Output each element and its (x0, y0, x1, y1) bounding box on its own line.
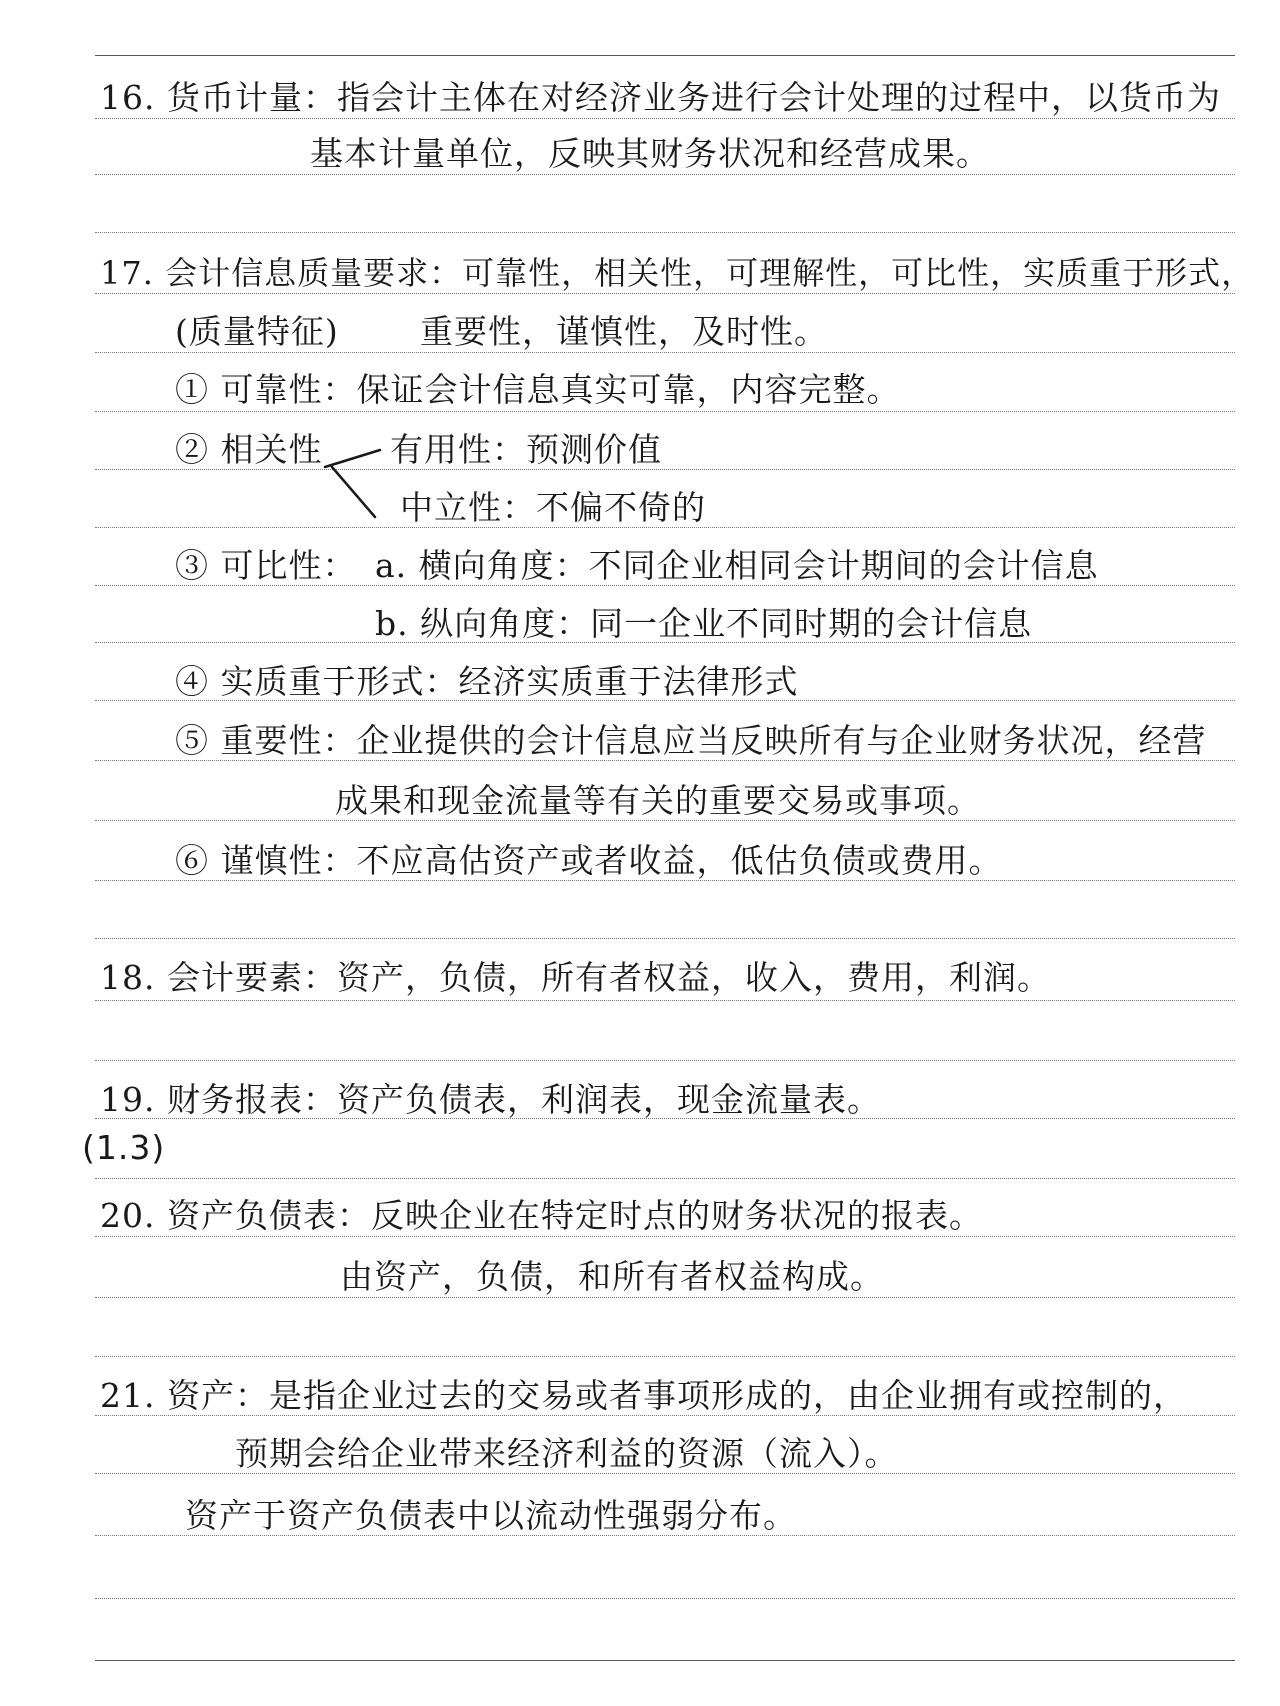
note-17-line-1: 17. 会计信息质量要求：可靠性，相关性，可理解性，可比性，实质重于形式， (100, 254, 1255, 292)
note-17-item-3b: b. 纵向角度：同一企业不同时期的会计信息 (375, 604, 1033, 643)
note-17-item-2-label: ② 相关性 (175, 430, 323, 469)
ruled-line (95, 174, 1235, 175)
note-16-line-1: 16. 货币计量：指会计主体在对经济业务进行会计处理的过程中，以货币为 (100, 78, 1221, 117)
note-17-item-4: ④ 实质重于形式：经济实质重于法律形式 (175, 662, 799, 701)
ruled-line (95, 232, 1235, 233)
note-19: 19. 财务报表：资产负债表，利润表，现金流量表。 (100, 1080, 881, 1119)
note-17-item-6: ⑥ 谨慎性：不应高估资产或者收益，低估负债或费用。 (175, 841, 1003, 880)
ruled-line (95, 293, 1235, 294)
branch-bracket-icon (320, 445, 390, 525)
note-17-quality-label: (质量特征) (175, 312, 339, 351)
ruled-line (95, 118, 1235, 119)
note-17-item-1: ① 可靠性：保证会计信息真实可靠，内容完整。 (175, 370, 901, 409)
ruled-line (95, 411, 1235, 412)
note-17-item-2a: 有用性：预测价值 (390, 430, 662, 469)
ruled-line (95, 1660, 1235, 1661)
note-20-line-1: 20. 资产负债表：反映企业在特定时点的财务状况的报表。 (100, 1196, 983, 1235)
note-20-line-2: 由资产，负债，和所有者权益构成。 (340, 1257, 884, 1296)
note-17-item-5-line-2: 成果和现金流量等有关的重要交易或事项。 (335, 781, 981, 820)
note-21-line-1: 21. 资产：是指企业过去的交易或者事项形成的，由企业拥有或控制的， (100, 1376, 1187, 1415)
ruled-line (95, 1297, 1235, 1298)
note-17-item-3-label: ③ 可比性： (175, 546, 357, 585)
note-17-item-5-line-1: ⑤ 重要性：企业提供的会计信息应当反映所有与企业财务状况，经营 (175, 721, 1207, 760)
note-19-page-ref: (1.3) (82, 1128, 166, 1167)
note-16-line-2: 基本计量单位，反映其财务状况和经营成果。 (310, 134, 990, 173)
note-17-item-3a: a. 横向角度：不同企业相同会计期间的会计信息 (375, 546, 1099, 585)
note-17-item-2b: 中立性：不偏不倚的 (400, 488, 706, 527)
note-17-line-2: 重要性，谨慎性，及时性。 (420, 312, 828, 351)
ruled-line (95, 938, 1235, 939)
note-21-line-2: 预期会给企业带来经济利益的资源（流入）。 (235, 1434, 899, 1473)
ruled-line (95, 1000, 1235, 1001)
note-18: 18. 会计要素：资产，负债，所有者权益，收入，费用，利润。 (100, 958, 1051, 997)
ruled-line (95, 55, 1235, 56)
ruled-line (95, 1356, 1235, 1357)
ruled-line (95, 1178, 1235, 1179)
ruled-line (95, 1598, 1235, 1599)
ruled-line (95, 1060, 1235, 1061)
ruled-line (95, 1236, 1235, 1237)
note-21-line-3: 资产于资产负债表中以流动性强弱分布。 (185, 1496, 797, 1535)
ruled-line (95, 352, 1235, 353)
